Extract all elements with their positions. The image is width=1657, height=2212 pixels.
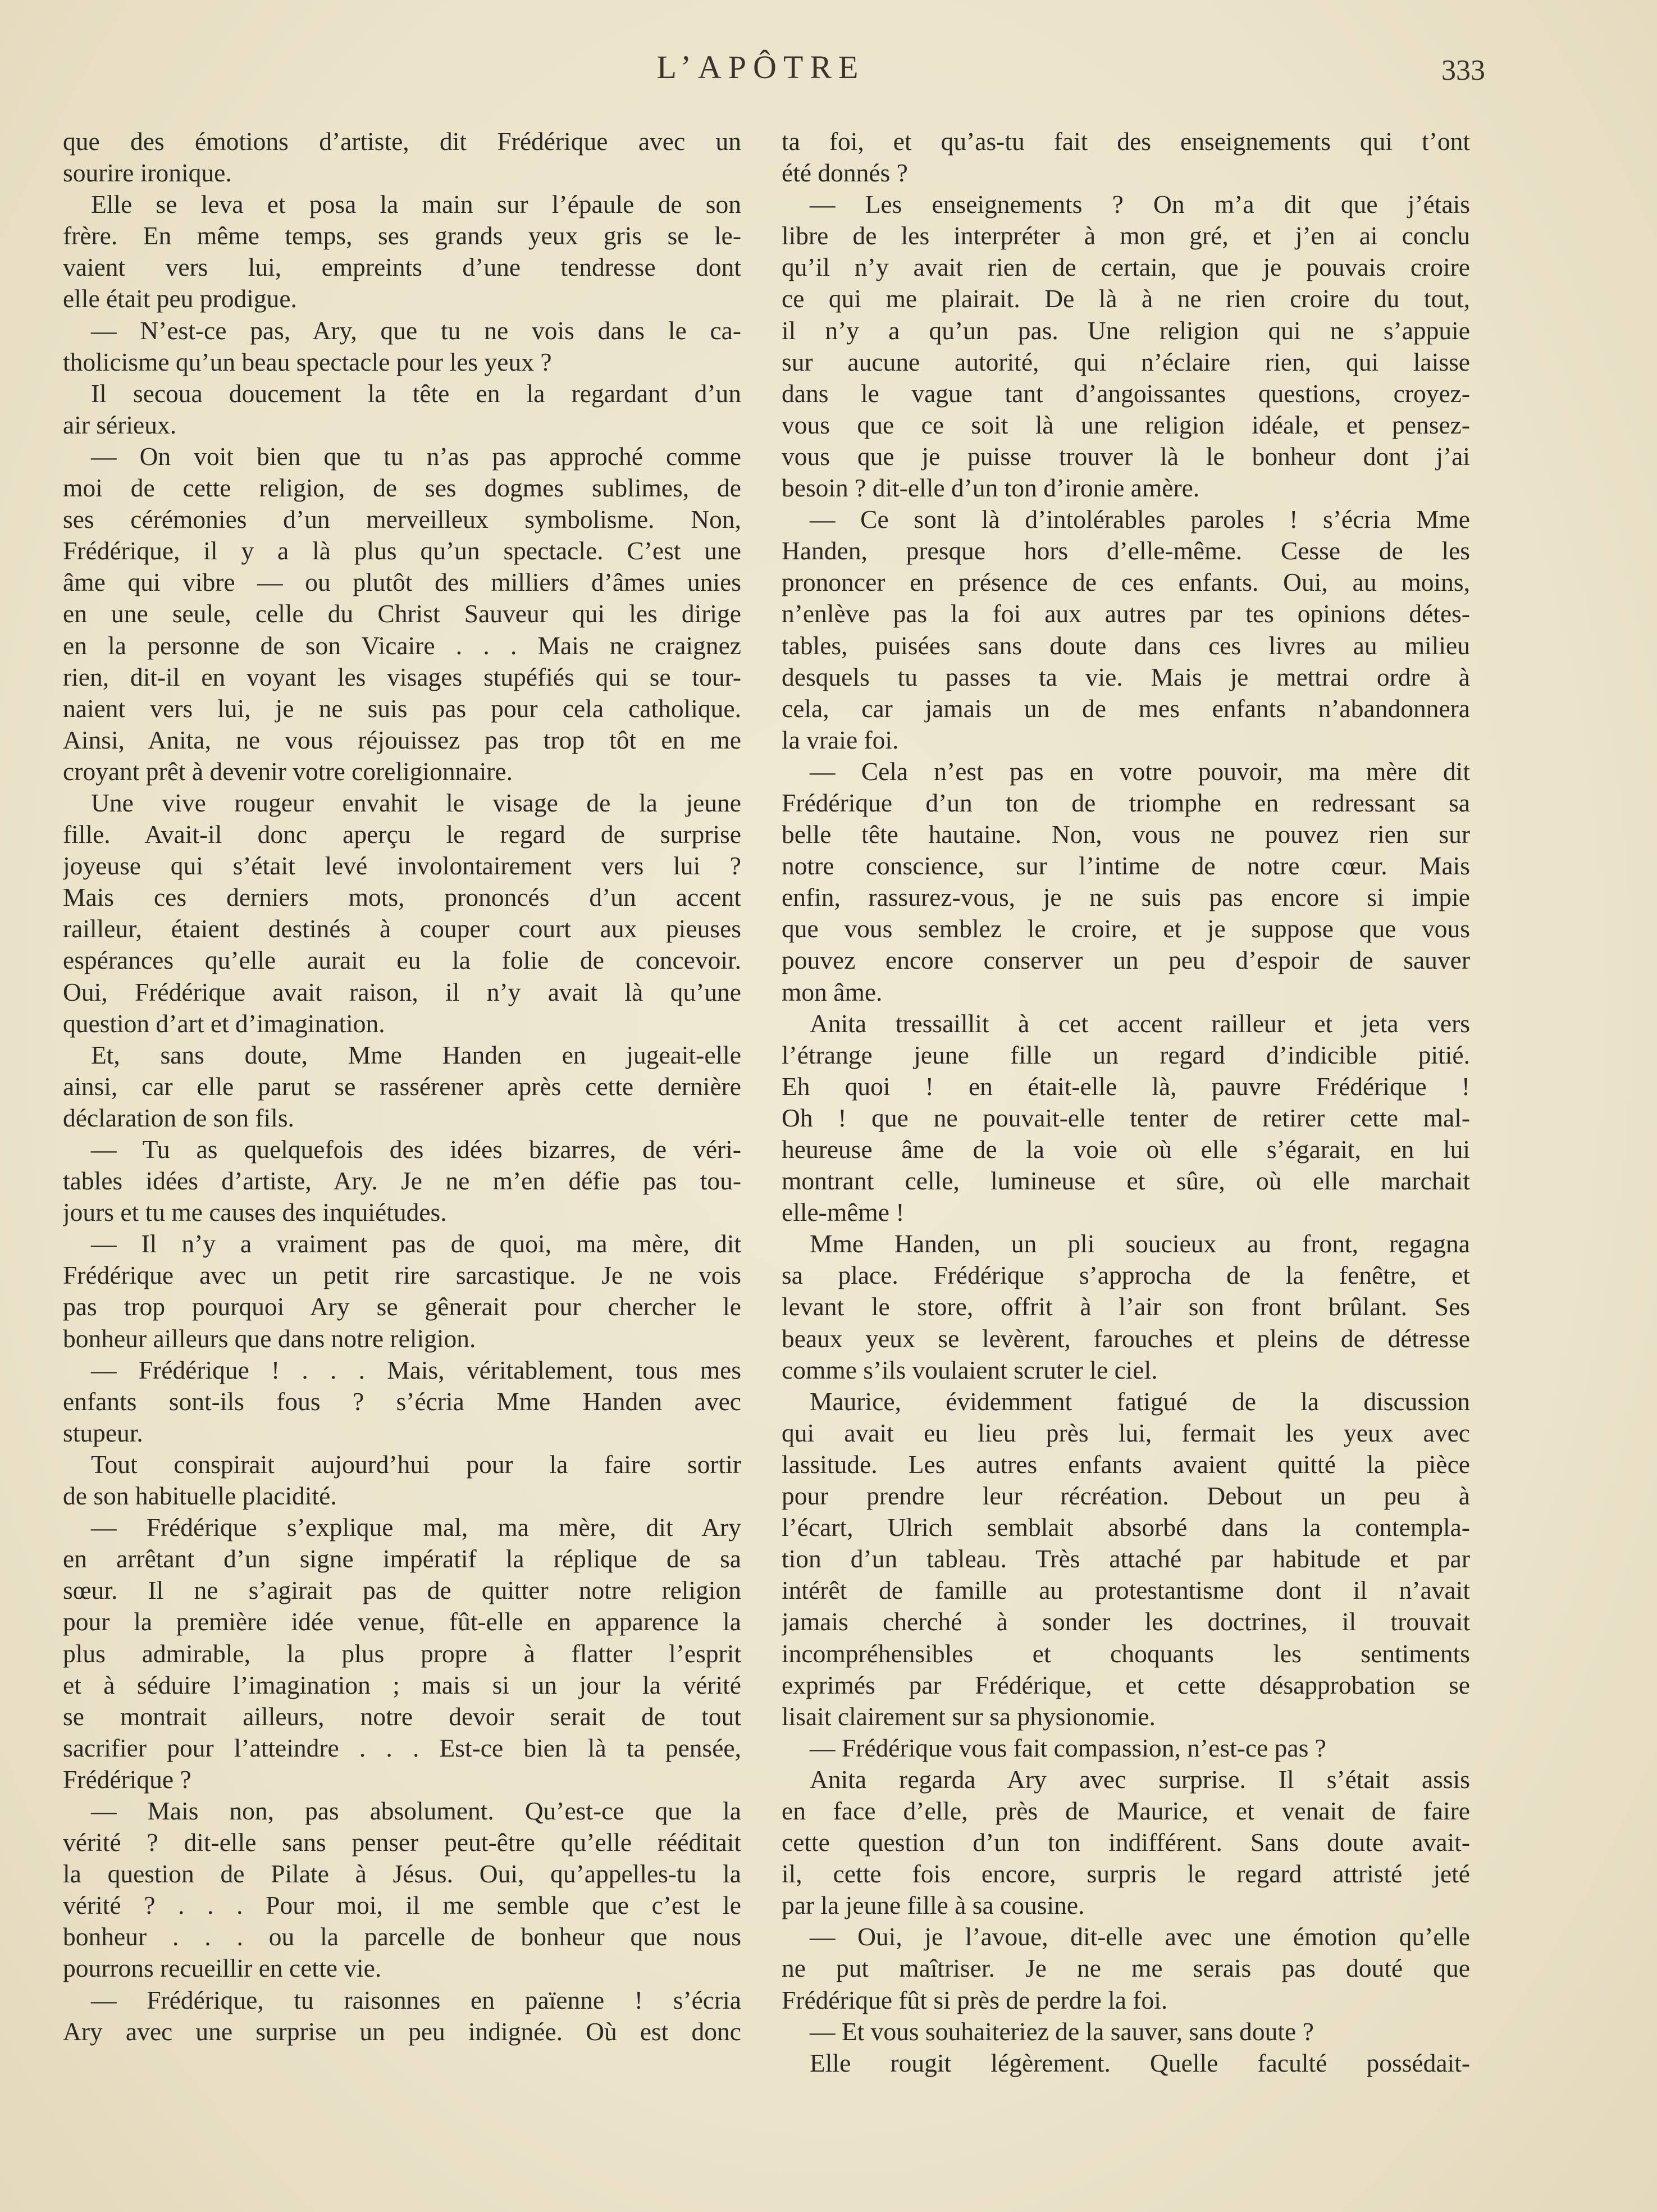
- text-line: joyeuse qui s’était levé involontairement vers lui ?: [63, 851, 741, 881]
- running-title: L’APÔTRE: [656, 49, 865, 85]
- text-line: Oui, Frédérique avait raison, il n’y avait là qu’une: [63, 977, 741, 1006]
- text-line: fille. Avait-il donc aperçu le regard de surprise: [63, 820, 741, 849]
- text-line: ne put maîtriser. Je ne me serais pas douté que: [782, 1954, 1470, 1983]
- text-line: Mme Handen, un pli soucieux au front, regagna: [810, 1229, 1470, 1258]
- text-line: qu’il n’y avait rien de certain, que je pouvais croire: [782, 253, 1470, 282]
- text-line: — Frédérique vous fait compassion, n’est-ce pas ?: [810, 1733, 1326, 1762]
- right-text-column: [782, 126, 1470, 2079]
- text-line: — N’est-ce pas, Ary, que tu ne vois dans le ca-: [91, 316, 741, 345]
- text-line: mon âme.: [782, 977, 883, 1006]
- text-line: il, cette fois encore, surpris le regard attristé jeté: [782, 1859, 1470, 1889]
- text-line: sa place. Frédérique s’approcha de la fenêtre, et: [782, 1261, 1470, 1290]
- text-line: n’enlève pas la foi aux autres par tes opinions détes-: [782, 599, 1470, 628]
- text-line: sur aucune autorité, qui n’éclaire rien, qui laisse: [782, 347, 1470, 376]
- text-line: bonheur ailleurs que dans notre religion.: [63, 1324, 476, 1353]
- text-line: vous que ce soit là une religion idéale, et pensez-: [782, 410, 1470, 439]
- text-line: enfin, rassurez-vous, je ne suis pas encore si impie: [782, 883, 1470, 912]
- text-line: Oh ! que ne pouvait-elle tenter de retirer cette mal-: [782, 1103, 1470, 1132]
- text-line: — Frédérique s’explique mal, ma mère, dit Ary: [91, 1513, 741, 1542]
- text-line: exprimés par Frédérique, et cette désapprobation se: [782, 1670, 1470, 1699]
- text-line: il n’y a qu’un pas. Une religion qui ne s’appuie: [782, 316, 1470, 345]
- text-line: pas trop pourquoi Ary se gênerait pour chercher le: [63, 1292, 741, 1321]
- text-line: railleur, étaient destinés à couper court aux pieuses: [63, 914, 741, 943]
- text-line: jours et tu me causes des inquiétudes.: [63, 1198, 447, 1227]
- text-line: Maurice, évidemment fatigué de la discussion: [810, 1387, 1470, 1416]
- text-line: incompréhensibles et choquants les sentiments: [782, 1639, 1470, 1668]
- text-line: l’étrange jeune fille un regard d’indicible pitié.: [782, 1040, 1470, 1069]
- text-line: tholicisme qu’un beau spectacle pour les yeux ?: [63, 347, 552, 376]
- text-line: frère. En même temps, ses grands yeux gris se le-: [63, 221, 741, 250]
- text-line: elle était peu prodigue.: [63, 284, 297, 313]
- text-line: Elle se leva et posa la main sur l’épaule de son: [91, 190, 741, 219]
- text-line: desquels tu passes ta vie. Mais je mettrai ordre à: [782, 662, 1470, 691]
- text-line: Frédérique ?: [63, 1764, 191, 1794]
- text-line: Tout conspirait aujourd’hui pour la faire sortir: [91, 1449, 741, 1479]
- text-line: pouvez encore conserver un peu d’espoir de sauver: [782, 946, 1470, 975]
- text-line: Eh quoi ! en était-elle là, pauvre Frédérique !: [782, 1071, 1470, 1101]
- text-line: vérité ? . . . Pour moi, il me semble que c’est le: [63, 1891, 741, 1920]
- text-line: espérances qu’elle aurait eu la folie de concevoir.: [63, 946, 741, 975]
- text-line: ainsi, car elle parut se rassérener après cette dernière: [63, 1071, 741, 1101]
- text-line: ses cérémonies d’un merveilleux symbolisme. Non,: [63, 505, 741, 534]
- text-line: et à séduire l’imagination ; mais si un jour la vérité: [63, 1670, 741, 1699]
- text-line: moi de cette religion, de ses dogmes sublimes, de: [63, 473, 741, 503]
- text-line: heureuse âme de la voie où elle s’égarait, en lui: [782, 1135, 1470, 1164]
- text-line: Handen, presque hors d’elle-même. Cesse de les: [782, 536, 1470, 565]
- text-line: Mais ces derniers mots, prononcés d’un accent: [63, 883, 741, 912]
- text-line: dans le vague tant d’angoissantes questions, croyez-: [782, 378, 1470, 408]
- text-line: prononcer en présence de ces enfants. Oui, au moins,: [782, 568, 1470, 597]
- text-line: tion d’un tableau. Très attaché par habitude et par: [782, 1544, 1470, 1574]
- text-line: croyant prêt à devenir votre coreligionnaire.: [63, 756, 513, 786]
- text-line: comme s’ils voulaient scruter le ciel.: [782, 1355, 1158, 1384]
- text-line: — Frédérique ! . . . Mais, véritablement, tous mes: [91, 1355, 741, 1384]
- text-line: vérité ? dit-elle sans penser peut-être qu’elle rééditait: [63, 1828, 741, 1857]
- text-line: Frédérique d’un ton de triomphe en redressant sa: [782, 788, 1470, 817]
- text-line: — Mais non, pas absolument. Qu’est-ce que la: [91, 1796, 741, 1825]
- text-line: se montrait ailleurs, notre devoir serait de tout: [63, 1702, 741, 1731]
- text-line: que vous semblez le croire, et je suppose que vous: [782, 914, 1470, 943]
- text-line: rien, dit-il en voyant les visages stupéfiés qui se tour-: [63, 662, 741, 691]
- text-line: par la jeune fille à sa cousine.: [782, 1891, 1085, 1920]
- text-line: elle-même !: [782, 1198, 905, 1227]
- text-line: Une vive rougeur envahit le visage de la jeune: [91, 788, 741, 817]
- text-line: jamais cherché à sonder les doctrines, il trouvait: [782, 1607, 1470, 1636]
- text-line: bonheur . . . ou la parcelle de bonheur que nous: [63, 1922, 741, 1951]
- text-line: Anita regarda Ary avec surprise. Il s’était assis: [810, 1764, 1470, 1794]
- text-line: cette question d’un ton indifférent. Sans doute avait-: [782, 1828, 1470, 1857]
- text-line: naient vers lui, je ne suis pas pour cela catholique.: [63, 694, 741, 723]
- text-line: Et, sans doute, Mme Handen en jugeait-elle: [91, 1040, 741, 1069]
- text-line: — Tu as quelquefois des idées bizarres, de véri-: [91, 1135, 741, 1164]
- text-line: pourrons recueillir en cette vie.: [63, 1954, 382, 1983]
- text-line: ce qui me plairait. De là à ne rien croire du tout,: [782, 284, 1470, 313]
- text-line: lassitude. Les autres enfants avaient quitté la pièce: [782, 1449, 1470, 1479]
- text-line: que des émotions d’artiste, dit Frédérique avec un: [63, 127, 741, 156]
- text-line: âme qui vibre — ou plutôt des milliers d’âmes unies: [63, 568, 741, 597]
- text-line: Il secoua doucement la tête en la regardant d’un: [91, 378, 741, 408]
- text-line: libre de les interpréter à mon gré, et j’en ai conclu: [782, 221, 1470, 250]
- text-line: montrant celle, lumineuse et sûre, où elle marchait: [782, 1166, 1470, 1196]
- text-line: belle tête hautaine. Non, vous ne pouvez rien sur: [782, 820, 1470, 849]
- text-line: notre conscience, sur l’intime de notre cœur. Mais: [782, 851, 1470, 881]
- text-line: déclaration de son fils.: [63, 1103, 294, 1132]
- text-line: — Il n’y a vraiment pas de quoi, ma mère, dit: [91, 1229, 741, 1258]
- text-line: Frédérique fût si près de perdre la foi.: [782, 1985, 1168, 2014]
- left-text-column: [63, 126, 741, 2047]
- page-number: 333: [1441, 54, 1485, 86]
- text-line: en la personne de son Vicaire . . . Mais ne craignez: [63, 631, 741, 660]
- text-line: qui avait eu lieu près lui, fermait les yeux avec: [782, 1418, 1470, 1447]
- text-line: la question de Pilate à Jésus. Oui, qu’appelles-tu la: [63, 1859, 741, 1889]
- text-line: vaient vers lui, empreints d’une tendresse dont: [63, 253, 741, 282]
- text-line: en face d’elle, près de Maurice, et venait de faire: [782, 1796, 1470, 1825]
- text-line: en une seule, celle du Christ Sauveur qui les dirige: [63, 599, 741, 628]
- text-line: sœur. Il ne s’agirait pas de quitter notre religion: [63, 1576, 741, 1605]
- text-line: levant le store, offrit à l’air son front brûlant. Ses: [782, 1292, 1470, 1321]
- text-line: Frédérique avec un petit rire sarcastique. Je ne vois: [63, 1261, 741, 1290]
- text-line: en arrêtant d’un signe impératif la réplique de sa: [63, 1544, 741, 1574]
- text-line: — Et vous souhaiteriez de la sauver, sans doute ?: [810, 2017, 1314, 2046]
- text-line: beaux yeux se levèrent, farouches et pleins de détresse: [782, 1324, 1470, 1353]
- text-line: vous que je puisse trouver là le bonheur dont j’ai: [782, 441, 1470, 471]
- text-line: sacrifier pour l’atteindre . . . Est-ce bien là ta pensée,: [63, 1733, 741, 1762]
- text-line: tables, puisées sans doute dans ces livres au milieu: [782, 631, 1470, 660]
- text-line: la vraie foi.: [782, 725, 899, 754]
- text-line: — On voit bien que tu n’as pas approché comme: [91, 441, 741, 471]
- text-line: Elle rougit légèrement. Quelle faculté possédait-: [810, 2048, 1470, 2077]
- text-line: pour prendre leur récréation. Debout un peu à: [782, 1481, 1470, 1511]
- text-line: stupeur.: [63, 1418, 143, 1447]
- text-line: enfants sont-ils fous ? s’écria Mme Handen avec: [63, 1387, 741, 1416]
- text-line: — Frédérique, tu raisonnes en païenne ! s’écria: [91, 1985, 741, 2014]
- text-line: Ary avec une surprise un peu indignée. Où est donc: [63, 2017, 741, 2046]
- text-line: Ainsi, Anita, ne vous réjouissez pas trop tôt en me: [63, 725, 741, 754]
- text-line: — Oui, je l’avoue, dit-elle avec une émotion qu’elle: [810, 1922, 1470, 1951]
- text-line: air sérieux.: [63, 410, 177, 439]
- text-line: de son habituelle placidité.: [63, 1481, 337, 1511]
- text-line: lisait clairement sur sa physionomie.: [782, 1702, 1156, 1731]
- text-line: — Ce sont là d’intolérables paroles ! s’écria Mme: [810, 505, 1470, 534]
- text-line: été donnés ?: [782, 158, 908, 188]
- text-line: besoin ? dit-elle d’un ton d’ironie amère.: [782, 473, 1200, 503]
- text-line: — Les enseignements ? On m’a dit que j’étais: [810, 190, 1470, 219]
- text-line: sourire ironique.: [63, 158, 232, 188]
- text-line: ta foi, et qu’as-tu fait des enseignements qui t’ont: [782, 127, 1470, 156]
- text-line: l’écart, Ulrich semblait absorbé dans la contempla-: [782, 1513, 1470, 1542]
- text-line: Frédérique, il y a là plus qu’un spectacle. C’est une: [63, 536, 741, 565]
- text-line: tables idées d’artiste, Ary. Je ne m’en défie pas tou-: [63, 1166, 741, 1196]
- text-line: plus admirable, la plus propre à flatter l’esprit: [63, 1639, 741, 1668]
- text-line: intérêt de famille au protestantisme dont il n’avait: [782, 1576, 1470, 1605]
- text-line: cela, car jamais un de mes enfants n’abandonnera: [782, 694, 1470, 723]
- text-line: question d’art et d’imagination.: [63, 1009, 385, 1038]
- text-line: pour la première idée venue, fût-elle en apparence la: [63, 1607, 741, 1636]
- text-line: Anita tressaillit à cet accent railleur et jeta vers: [810, 1009, 1470, 1038]
- text-line: — Cela n’est pas en votre pouvoir, ma mère dit: [810, 756, 1470, 786]
